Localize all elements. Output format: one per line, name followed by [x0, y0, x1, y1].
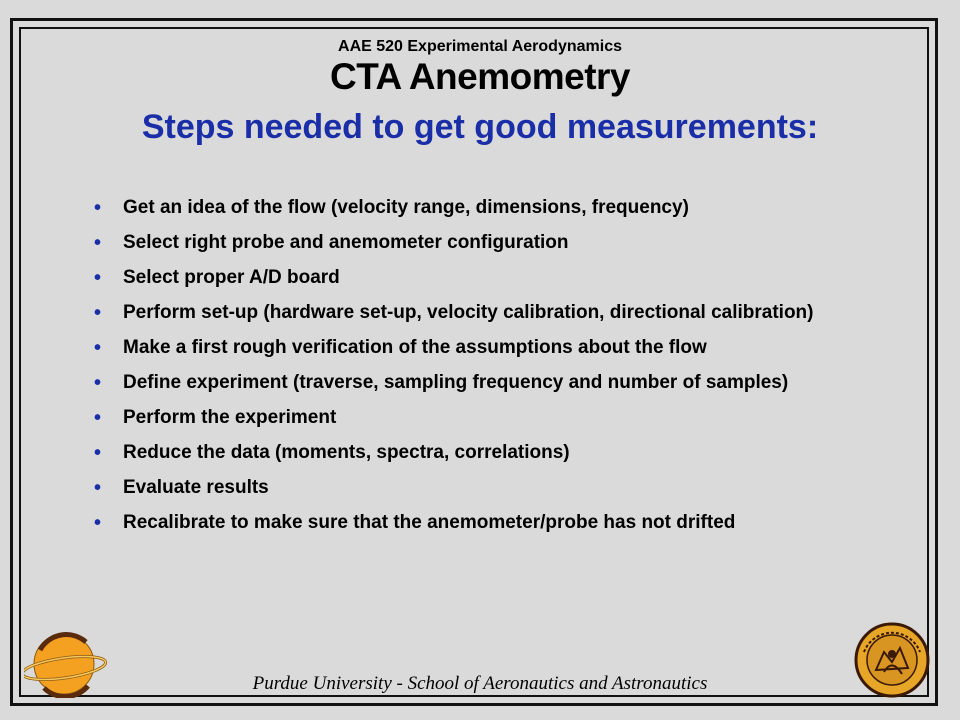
step-text: Perform set-up (hardware set-up, velocity calibration, directional calibration) [123, 302, 814, 323]
step-text: Reduce the data (moments, spectra, correlations) [123, 442, 570, 463]
list-item [92, 336, 872, 360]
steps-list [92, 196, 872, 546]
step-text: Make a first rough verification of the assumptions about the flow [123, 337, 707, 358]
list-item [92, 406, 872, 430]
bullet-icon: • [94, 267, 102, 289]
footer-institution: Purdue University - School of Aeronautics and Astronautics [252, 673, 708, 694]
bullet-icon: • [94, 512, 102, 534]
list-item [92, 511, 872, 535]
step-text: Select right probe and anemometer configuration [123, 232, 569, 253]
bullet-icon: • [94, 197, 102, 219]
step-text: Evaluate results [123, 477, 269, 498]
list-item [92, 371, 872, 395]
step-text: Perform the experiment [123, 407, 337, 428]
slide-subtitle: Steps needed to get good measurements: [141, 108, 819, 146]
step-text: Select proper A/D board [123, 267, 340, 288]
bullet-icon: • [94, 442, 102, 464]
list-item [92, 266, 872, 290]
bullet-icon: • [94, 477, 102, 499]
list-item [92, 301, 872, 325]
bullet-icon: • [94, 337, 102, 359]
list-item [92, 476, 872, 500]
bullet-icon: • [94, 407, 102, 429]
list-item [92, 196, 872, 220]
list-item [92, 231, 872, 255]
step-text: Define experiment (traverse, sampling frequency and number of samples) [123, 372, 789, 393]
course-title: AAE 520 Experimental Aerodynamics [338, 38, 622, 55]
list-item [92, 441, 872, 465]
bullet-icon: • [94, 372, 102, 394]
step-text: Recalibrate to make sure that the anemometer/probe has not drifted [123, 512, 736, 533]
step-text: Get an idea of the flow (velocity range, dimensions, frequency) [123, 197, 689, 218]
bullet-icon: • [94, 232, 102, 254]
slide-title: CTA Anemometry [329, 56, 630, 97]
bullet-icon: • [94, 302, 102, 324]
